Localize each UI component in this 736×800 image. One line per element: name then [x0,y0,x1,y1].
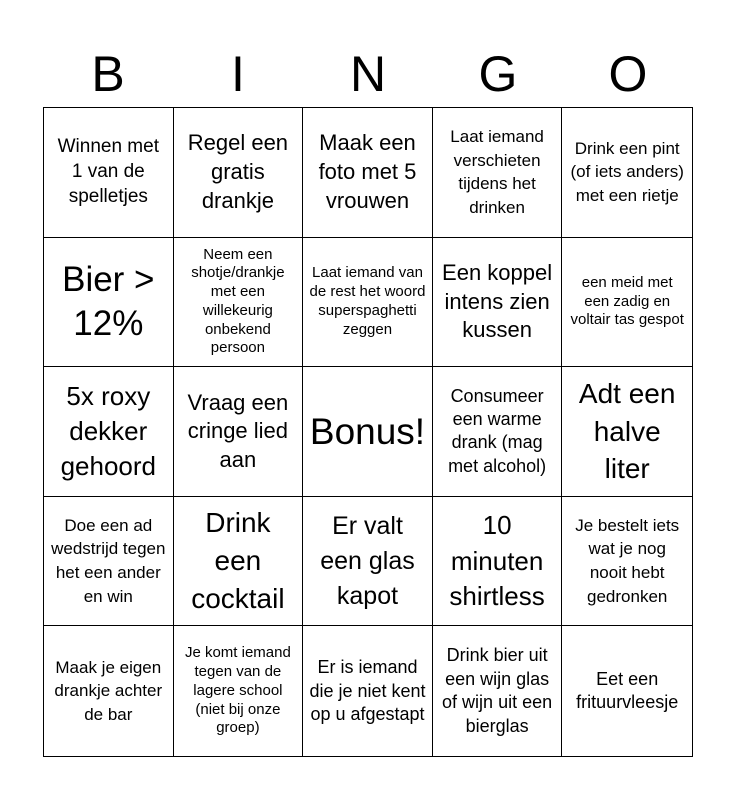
free-space-cell: Bonus! [303,367,433,497]
header-letter-o: O [608,46,648,102]
bingo-cell: Winnen met 1 van de spelletjes [44,108,174,238]
bingo-cell: Drink een pint (of iets anders) met een rietje [562,108,692,238]
bingo-cell: Laat iemand verschieten tijdens het drinken [433,108,563,238]
bingo-cell: Bier > 12% [44,238,174,368]
bingo-header [43,40,693,108]
bingo-cell: Een koppel intens zien kussen [433,238,563,368]
bingo-cell: Adt een halve liter [562,367,692,497]
bingo-cell: Eet een frituurvleesje [576,668,679,713]
bingo-cell: Consumeer een warme drank (mag met alcohol) [433,367,563,497]
bingo-cell: Maak je eigen drankje achter de bar [44,626,174,756]
bingo-cell: Er is iemand die je niet kent op u afgestapt [303,626,433,756]
bingo-cell: Je bestelt iets wat je nog nooit hebt gedronken [562,497,692,627]
bingo-cell: 5x roxy dekker gehoord [44,367,174,497]
bingo-cell: Laat iemand van de rest het woord superspaghetti zeggen [303,238,433,368]
bingo-cell: 10 minuten shirtless [433,497,563,627]
bingo-cell: Drink bier uit een wijn glas of wijn uit een bierglas [433,626,563,756]
bingo-cell: Doe een ad wedstrijd tegen het een ander en win [44,497,174,627]
bingo-cell: Drink een cocktail [174,497,304,627]
bingo-grid [43,107,693,757]
bingo-cell: Regel een gratis drankje [174,108,304,238]
header-letter-i: I [231,46,245,102]
header-letter-b: B [91,46,125,102]
bingo-cell: Neem een shotje/drankje met een willekeurig onbekend persoon [174,238,304,368]
header-letter-n: N [349,46,387,102]
header-letter-g: G [478,46,518,102]
bingo-cell: Vraag een cringe lied aan [174,367,304,497]
bingo-cell: een meid met een zadig en voltair tas gespot [562,238,692,368]
bingo-cell: Je komt iemand tegen van de lagere school (niet bij onze groep) [174,626,304,756]
bingo-cell: Maak een foto met 5 vrouwen [303,108,433,238]
bingo-cell: Er valt een glas kapot [303,497,433,627]
